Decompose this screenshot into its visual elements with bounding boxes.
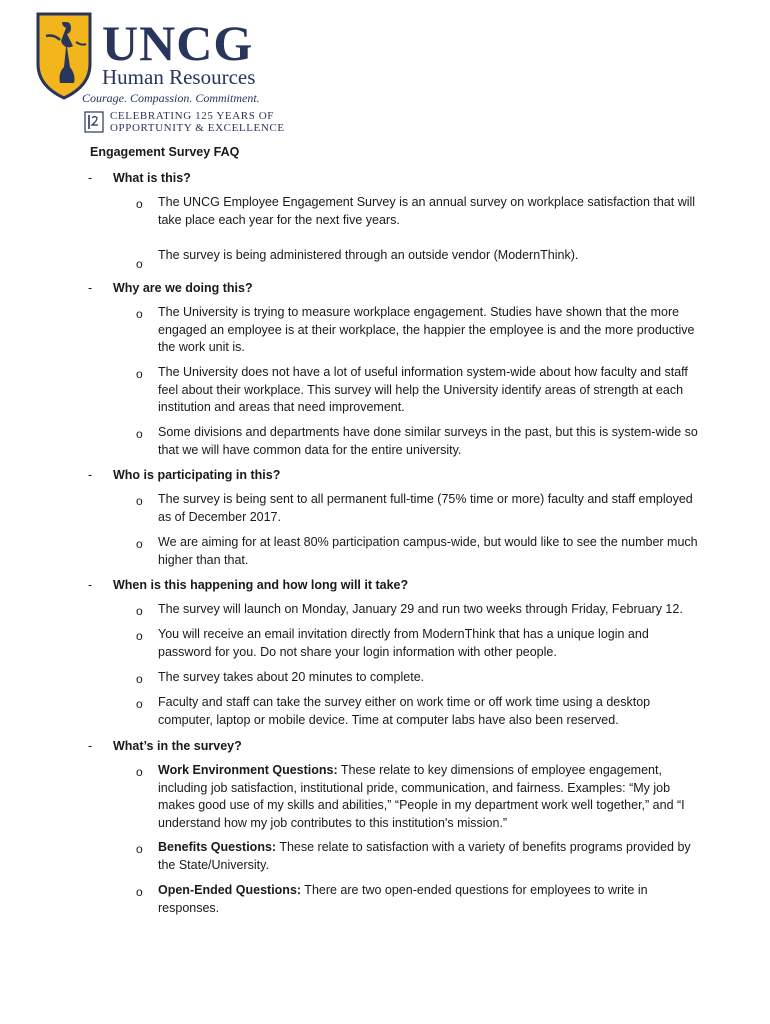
faq-answer (158, 882, 703, 917)
anniversary-125-icon (84, 111, 104, 133)
answer-bullet: o (136, 307, 143, 321)
faq-answer (158, 762, 703, 832)
answer-bullet: o (136, 765, 143, 779)
section-bullet: - (88, 468, 93, 482)
uncg-hr-logo (34, 12, 285, 137)
anniversary-line-2: OPPORTUNITY & EXCELLENCE (110, 122, 285, 134)
section-bullet: - (88, 578, 93, 592)
answer-bullet: o (136, 537, 143, 551)
faq-answer: You will receive an email invitation directly from ModernThink that has a unique login and password for you. Do not share your login information with other people. (158, 627, 649, 659)
answer-bullet: o (136, 672, 143, 686)
faq-answer: The UNCG Employee Engagement Survey is an annual survey on workplace satisfaction that will take place each year for the next five years. (158, 195, 696, 227)
faq-answer: The survey takes about 20 minutes to complete. (158, 670, 425, 684)
answer-bullet: o (136, 697, 143, 711)
faq-answer: The survey will launch on Monday, January 29 and run two weeks through Friday, February 12. (158, 602, 683, 616)
section-bullet: - (88, 281, 93, 295)
faq-question: What’s in the survey? (113, 739, 242, 753)
answer-bullet: o (136, 494, 143, 508)
anniversary-line-1: CELEBRATING 125 YEARS OF (110, 110, 275, 122)
faq-answer: The University is trying to measure workplace engagement. Studies have shown that the more engaged an employee is at their workplace, the happier the employee is and the more productive the work unit is. (158, 305, 695, 354)
faq-question: Who is participating in this? (113, 468, 281, 482)
faq-answer: Some divisions and departments have done similar surveys in the past, but this is system-wide so that we will have common data for the entire university. (158, 425, 698, 457)
answer-bullet: o (136, 842, 143, 856)
answer-bullet: o (136, 629, 143, 643)
answer-lead: Work Environment Questions: (158, 763, 338, 777)
faq-question: Why are we doing this? (113, 281, 253, 295)
section-bullet: - (88, 171, 93, 185)
answer-text: These relate to satisfaction with a variety of benefits programs provided by the State/University. (158, 840, 691, 872)
faq-answer: The University does not have a lot of useful information system-wide about how faculty and staff feel about their workplace. This survey will help the University identify areas of strength at each institution and areas that need improvement. (158, 365, 688, 414)
answer-bullet: o (136, 257, 143, 271)
logo-title: UNCG (102, 15, 254, 71)
faq-question: What is this? (113, 171, 191, 185)
answer-bullet: o (136, 604, 143, 618)
faq-answer: Faculty and staff can take the survey either on work time or off work time using a desktop computer, laptop or mobile device. Time at computer labs have also been reserved. (158, 695, 651, 727)
answer-bullet: o (136, 427, 143, 441)
faq-answer: The survey is being sent to all permanent full-time (75% time or more) faculty and staff employed as of December 2017. (158, 492, 693, 524)
answer-bullet: o (136, 197, 143, 211)
page-title: Engagement Survey FAQ (90, 145, 240, 159)
answer-bullet: o (136, 885, 143, 899)
shield-icon (36, 12, 92, 100)
faq-answer (158, 839, 703, 874)
answer-text: There are two open-ended questions for employees to write in responses. (158, 883, 648, 915)
faq-question: When is this happening and how long will it take? (113, 578, 409, 592)
logo-tagline: Courage. Compassion. Commitment. (82, 91, 260, 105)
anniversary-text (110, 110, 285, 134)
answer-lead: Benefits Questions: (158, 840, 277, 854)
logo-subtitle: Human Resources (102, 65, 256, 89)
faq-answer: We are aiming for at least 80% participation campus-wide, but would like to see the number much higher than that. (158, 535, 698, 567)
section-bullet: - (88, 739, 93, 753)
answer-lead: Open-Ended Questions: (158, 883, 302, 897)
answer-bullet: o (136, 367, 143, 381)
faq-answer: The survey is being administered through an outside vendor (ModernThink). (158, 248, 579, 262)
answer-text: These relate to key dimensions of employee engagement, including job satisfaction, institutional pride, communication, and fairness. Examples: “My job makes good use of my skills and abilities,” “People in my department work well together,” and “I understand how my job contributes to this institution's mission.” (158, 763, 685, 830)
